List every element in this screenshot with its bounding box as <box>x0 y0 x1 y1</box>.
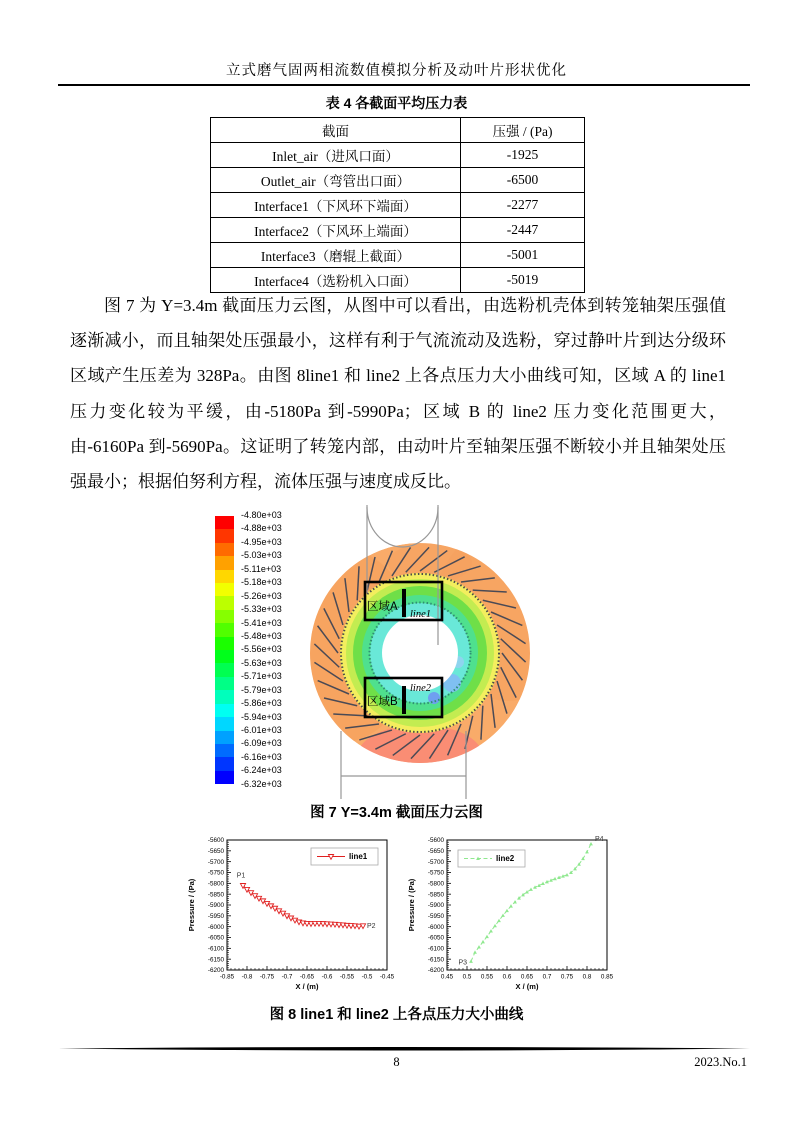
colorbar-label: -5.71e+03 <box>241 671 282 682</box>
table-cell: -5001 <box>461 243 585 268</box>
svg-text:0.65: 0.65 <box>520 973 534 981</box>
svg-text:-6100: -6100 <box>207 945 224 953</box>
footer-page-number: 8 <box>393 1055 400 1069</box>
svg-text:-6050: -6050 <box>427 934 444 942</box>
svg-text:0.8: 0.8 <box>582 973 592 981</box>
colorbar-labels <box>241 511 282 789</box>
svg-text:0.45: 0.45 <box>440 973 454 981</box>
colorbar-label: -5.63e+03 <box>241 657 282 668</box>
svg-text:-5600: -5600 <box>427 837 444 845</box>
svg-text:-0.8: -0.8 <box>241 973 253 981</box>
svg-text:-0.6: -0.6 <box>321 973 333 981</box>
table-cell: -2447 <box>461 218 585 243</box>
region-a-label: 区域A <box>367 601 398 613</box>
table-row <box>211 168 585 193</box>
table-cell: -6500 <box>461 168 585 193</box>
table-cell: Interface4（选粉机入口面） <box>211 268 461 293</box>
svg-text:-0.75: -0.75 <box>259 973 275 981</box>
region-b-label: 区域B <box>367 696 398 708</box>
colorbar-label: -5.18e+03 <box>241 577 282 588</box>
svg-text:-5950: -5950 <box>427 913 444 921</box>
colorbar-label: -5.33e+03 <box>241 604 282 615</box>
svg-text:-5750: -5750 <box>207 869 224 877</box>
svg-text:X / (m): X / (m) <box>295 982 319 991</box>
svg-text:-0.85: -0.85 <box>219 973 235 981</box>
svg-text:-6200: -6200 <box>427 967 444 975</box>
table-row <box>211 218 585 243</box>
table-row <box>211 243 585 268</box>
svg-text:-5700: -5700 <box>207 858 224 866</box>
svg-text:0.55: 0.55 <box>480 973 494 981</box>
svg-text:0.6: 0.6 <box>502 973 512 981</box>
svg-text:X / (m): X / (m) <box>515 982 539 991</box>
table-cell: Outlet_air（弯管出口面） <box>211 168 461 193</box>
colorbar-label: -5.56e+03 <box>241 644 282 655</box>
table-caption: 表 4 各截面平均压力表 <box>325 95 468 111</box>
colorbar-label: -6.01e+03 <box>241 725 282 735</box>
svg-text:-6150: -6150 <box>427 956 444 964</box>
colorbar-label: -5.48e+03 <box>241 630 282 641</box>
svg-text:-6000: -6000 <box>207 923 224 931</box>
colorbar-label: -5.03e+03 <box>241 550 282 561</box>
svg-text:-5800: -5800 <box>207 880 224 888</box>
colorbar-label: -6.24e+03 <box>241 765 282 776</box>
pressure-contour-plot <box>280 505 560 805</box>
colorbar-label: -6.32e+03 <box>241 778 282 789</box>
svg-text:-6050: -6050 <box>207 934 224 942</box>
colorbar-label: -5.11e+03 <box>241 563 282 574</box>
table-cell: Interface3（磨辊上截面） <box>211 243 461 268</box>
figure-8-charts <box>183 831 623 1003</box>
table-cell: -5019 <box>461 268 585 293</box>
svg-text:-0.55: -0.55 <box>339 973 355 981</box>
table-row <box>211 193 585 218</box>
svg-text:-0.65: -0.65 <box>299 973 315 981</box>
colorbar-label: -4.80e+03 <box>241 510 282 520</box>
line2-label: line2 <box>410 683 431 694</box>
colorbar-label: -5.86e+03 <box>241 698 282 709</box>
svg-text:-0.7: -0.7 <box>281 973 293 981</box>
table-cell: Interface1（下风环下端面） <box>211 193 461 218</box>
colorbar-label: -5.41e+03 <box>241 617 282 628</box>
page-header-title: 立式磨气固两相流数值模拟分析及动叶片形状优化 <box>226 63 567 79</box>
body-paragraph: 图 7 为 Y=3.4m 截面压力云图，从图中可以看出，由选粉机壳体到转笼轴架压强值逐渐减小，而且轴架处压强最小，这样有利于气流流动及选粉，穿过静叶片到达分级环区域产生压差为 328Pa。由图 8line1 和 line2 上各点压力大小曲线可知，区域 A 的 line1 压力变化较为平缓，由-5180Pa 到-5990Pa；区域 B 的 line2 压力变化范围更大，由-6160Pa 到-5690Pa。这证明了转笼内部，由动叶片至轴架压强不断较小并且轴架处压强最小；根据伯努利方程，流体压强与速度成反比。 <box>70 296 726 492</box>
svg-text:0.85: 0.85 <box>600 973 614 981</box>
svg-text:P1: P1 <box>236 872 246 880</box>
colorbar-label: -5.79e+03 <box>241 684 282 695</box>
svg-text:-6150: -6150 <box>207 956 224 964</box>
svg-text:-6100: -6100 <box>427 945 444 953</box>
table-header-row <box>211 118 585 143</box>
line1-chart <box>183 831 403 1003</box>
svg-text:-5850: -5850 <box>207 891 224 899</box>
colorbar-label: -5.94e+03 <box>241 711 282 722</box>
colorbar-label: -5.26e+03 <box>241 590 282 601</box>
svg-text:-6000: -6000 <box>427 923 444 931</box>
svg-text:0.7: 0.7 <box>542 973 552 981</box>
colorbar-label: -6.16e+03 <box>241 751 282 762</box>
svg-text:-5600: -5600 <box>207 837 224 845</box>
svg-text:-5650: -5650 <box>427 848 444 856</box>
svg-text:-5650: -5650 <box>207 848 224 856</box>
svg-text:P2: P2 <box>367 922 376 930</box>
colorbar <box>215 516 234 784</box>
table-col-pressure: 压强 / (Pa) <box>461 118 585 143</box>
svg-text:-6200: -6200 <box>207 967 224 975</box>
svg-text:-5700: -5700 <box>427 858 444 866</box>
table-cell: -1925 <box>461 143 585 168</box>
svg-text:-5900: -5900 <box>207 902 224 910</box>
svg-text:-5800: -5800 <box>427 880 444 888</box>
table-cell: Interface2（下风环上端面） <box>211 218 461 243</box>
svg-text:line1: line1 <box>349 852 368 861</box>
colorbar-label: -4.88e+03 <box>241 523 282 534</box>
svg-text:-0.5: -0.5 <box>361 973 373 981</box>
footer-rule <box>58 1046 750 1054</box>
svg-text:P4: P4 <box>595 835 604 843</box>
header-rule <box>58 84 750 86</box>
pressure-table <box>210 117 585 293</box>
svg-text:0.5: 0.5 <box>462 973 472 981</box>
svg-text:-5900: -5900 <box>427 902 444 910</box>
table-cell: -2277 <box>461 193 585 218</box>
figure-7-contour <box>0 505 793 805</box>
table-col-section: 截面 <box>211 118 461 143</box>
footer-issue: 2023.No.1 <box>694 1055 747 1069</box>
colorbar-label: -4.95e+03 <box>241 536 282 547</box>
figure8-caption: 图 8 line1 和 line2 上各点压力大小曲线 <box>269 1007 524 1023</box>
svg-text:-5750: -5750 <box>427 869 444 877</box>
line1-label: line1 <box>410 609 431 620</box>
contour-center-hole <box>382 615 458 691</box>
line2-chart <box>403 831 623 1003</box>
colorbar-label: -6.09e+03 <box>241 738 282 749</box>
table-cell: Inlet_air（进风口面） <box>211 143 461 168</box>
svg-text:P3: P3 <box>458 959 467 967</box>
svg-text:Pressure / (Pa): Pressure / (Pa) <box>187 878 196 932</box>
svg-text:0.75: 0.75 <box>560 973 574 981</box>
table-row <box>211 143 585 168</box>
svg-text:line2: line2 <box>496 854 515 863</box>
figure7-caption: 图 7 Y=3.4m 截面压力云图 <box>310 805 483 821</box>
svg-text:-5850: -5850 <box>427 891 444 899</box>
svg-text:Pressure / (Pa): Pressure / (Pa) <box>407 878 416 932</box>
svg-text:-5950: -5950 <box>207 913 224 921</box>
svg-text:-0.45: -0.45 <box>379 973 395 981</box>
